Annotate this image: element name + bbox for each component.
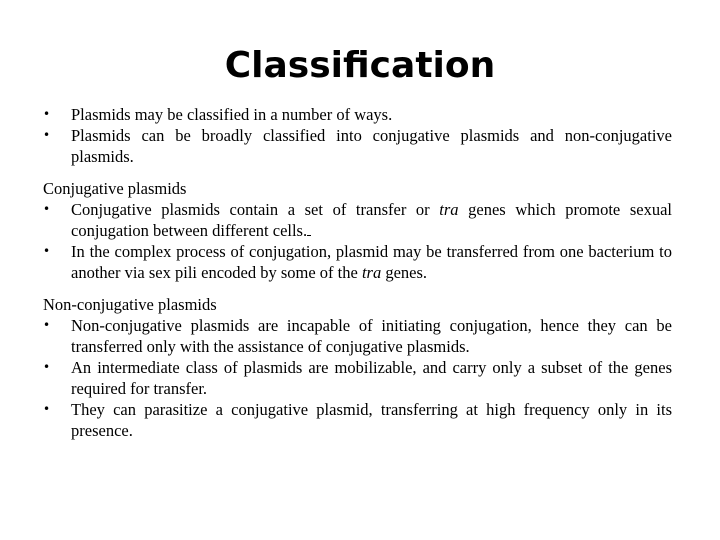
- tra-gene-term: tra: [439, 200, 459, 219]
- underline-mark: [307, 222, 311, 236]
- intro-list: [43, 104, 672, 167]
- conjugative-list: [43, 199, 672, 283]
- conjugative-bullet-1: [43, 199, 672, 241]
- tra-gene-term: tra: [361, 263, 382, 282]
- bullet-icon: •: [43, 360, 51, 374]
- nonconjugative-bullet-text: Non-conjugative plasmids are incapable of initiating conjugation, hence they can be transferred only with the assistance of conjugative plasmids.: [71, 316, 672, 356]
- nonconjugative-bullet-text: An intermediate class of plasmids are mobilizable, and carry only a subset of the genes required for transfer.: [71, 358, 672, 398]
- conjugative-bullet-text: In the complex process of conjugation, plasmid may be transferred from one bacterium to another via sex pili encoded by some of the tra genes.: [71, 242, 672, 282]
- slide-content: [43, 104, 672, 441]
- bullet-icon: •: [43, 244, 51, 258]
- conjugative-bullet-2: [43, 241, 672, 283]
- bullet-icon: •: [43, 202, 51, 216]
- nonconjugative-bullet-2: [43, 357, 672, 399]
- slide-title: Classification: [224, 45, 496, 86]
- bullet-icon: •: [43, 128, 51, 142]
- bullet-icon: •: [43, 402, 51, 416]
- nonconjugative-bullet-1: [43, 315, 672, 357]
- conjugative-bullet-text: Conjugative plasmids contain a set of transfer or tra genes which promote sexual conjugation between different cells.: [71, 200, 673, 240]
- intro-bullet-text: Plasmids can be broadly classified into conjugative plasmids and non-conjugative plasmids.: [71, 126, 672, 166]
- bullet-icon: •: [43, 107, 51, 121]
- nonconjugative-bullet-3: [43, 399, 672, 441]
- bullet-icon: •: [43, 318, 51, 332]
- conjugative-heading: Conjugative plasmids: [43, 179, 187, 198]
- nonconjugative-list: [43, 315, 672, 441]
- nonconjugative-bullet-text: They can parasitize a conjugative plasmid, transferring at high frequency only in its presence.: [71, 400, 672, 440]
- nonconjugative-heading: Non-conjugative plasmids: [43, 295, 217, 314]
- intro-bullet-1: [43, 104, 672, 125]
- intro-bullet-text: Plasmids may be classified in a number of ways.: [71, 105, 393, 124]
- intro-bullet-2: [43, 125, 672, 167]
